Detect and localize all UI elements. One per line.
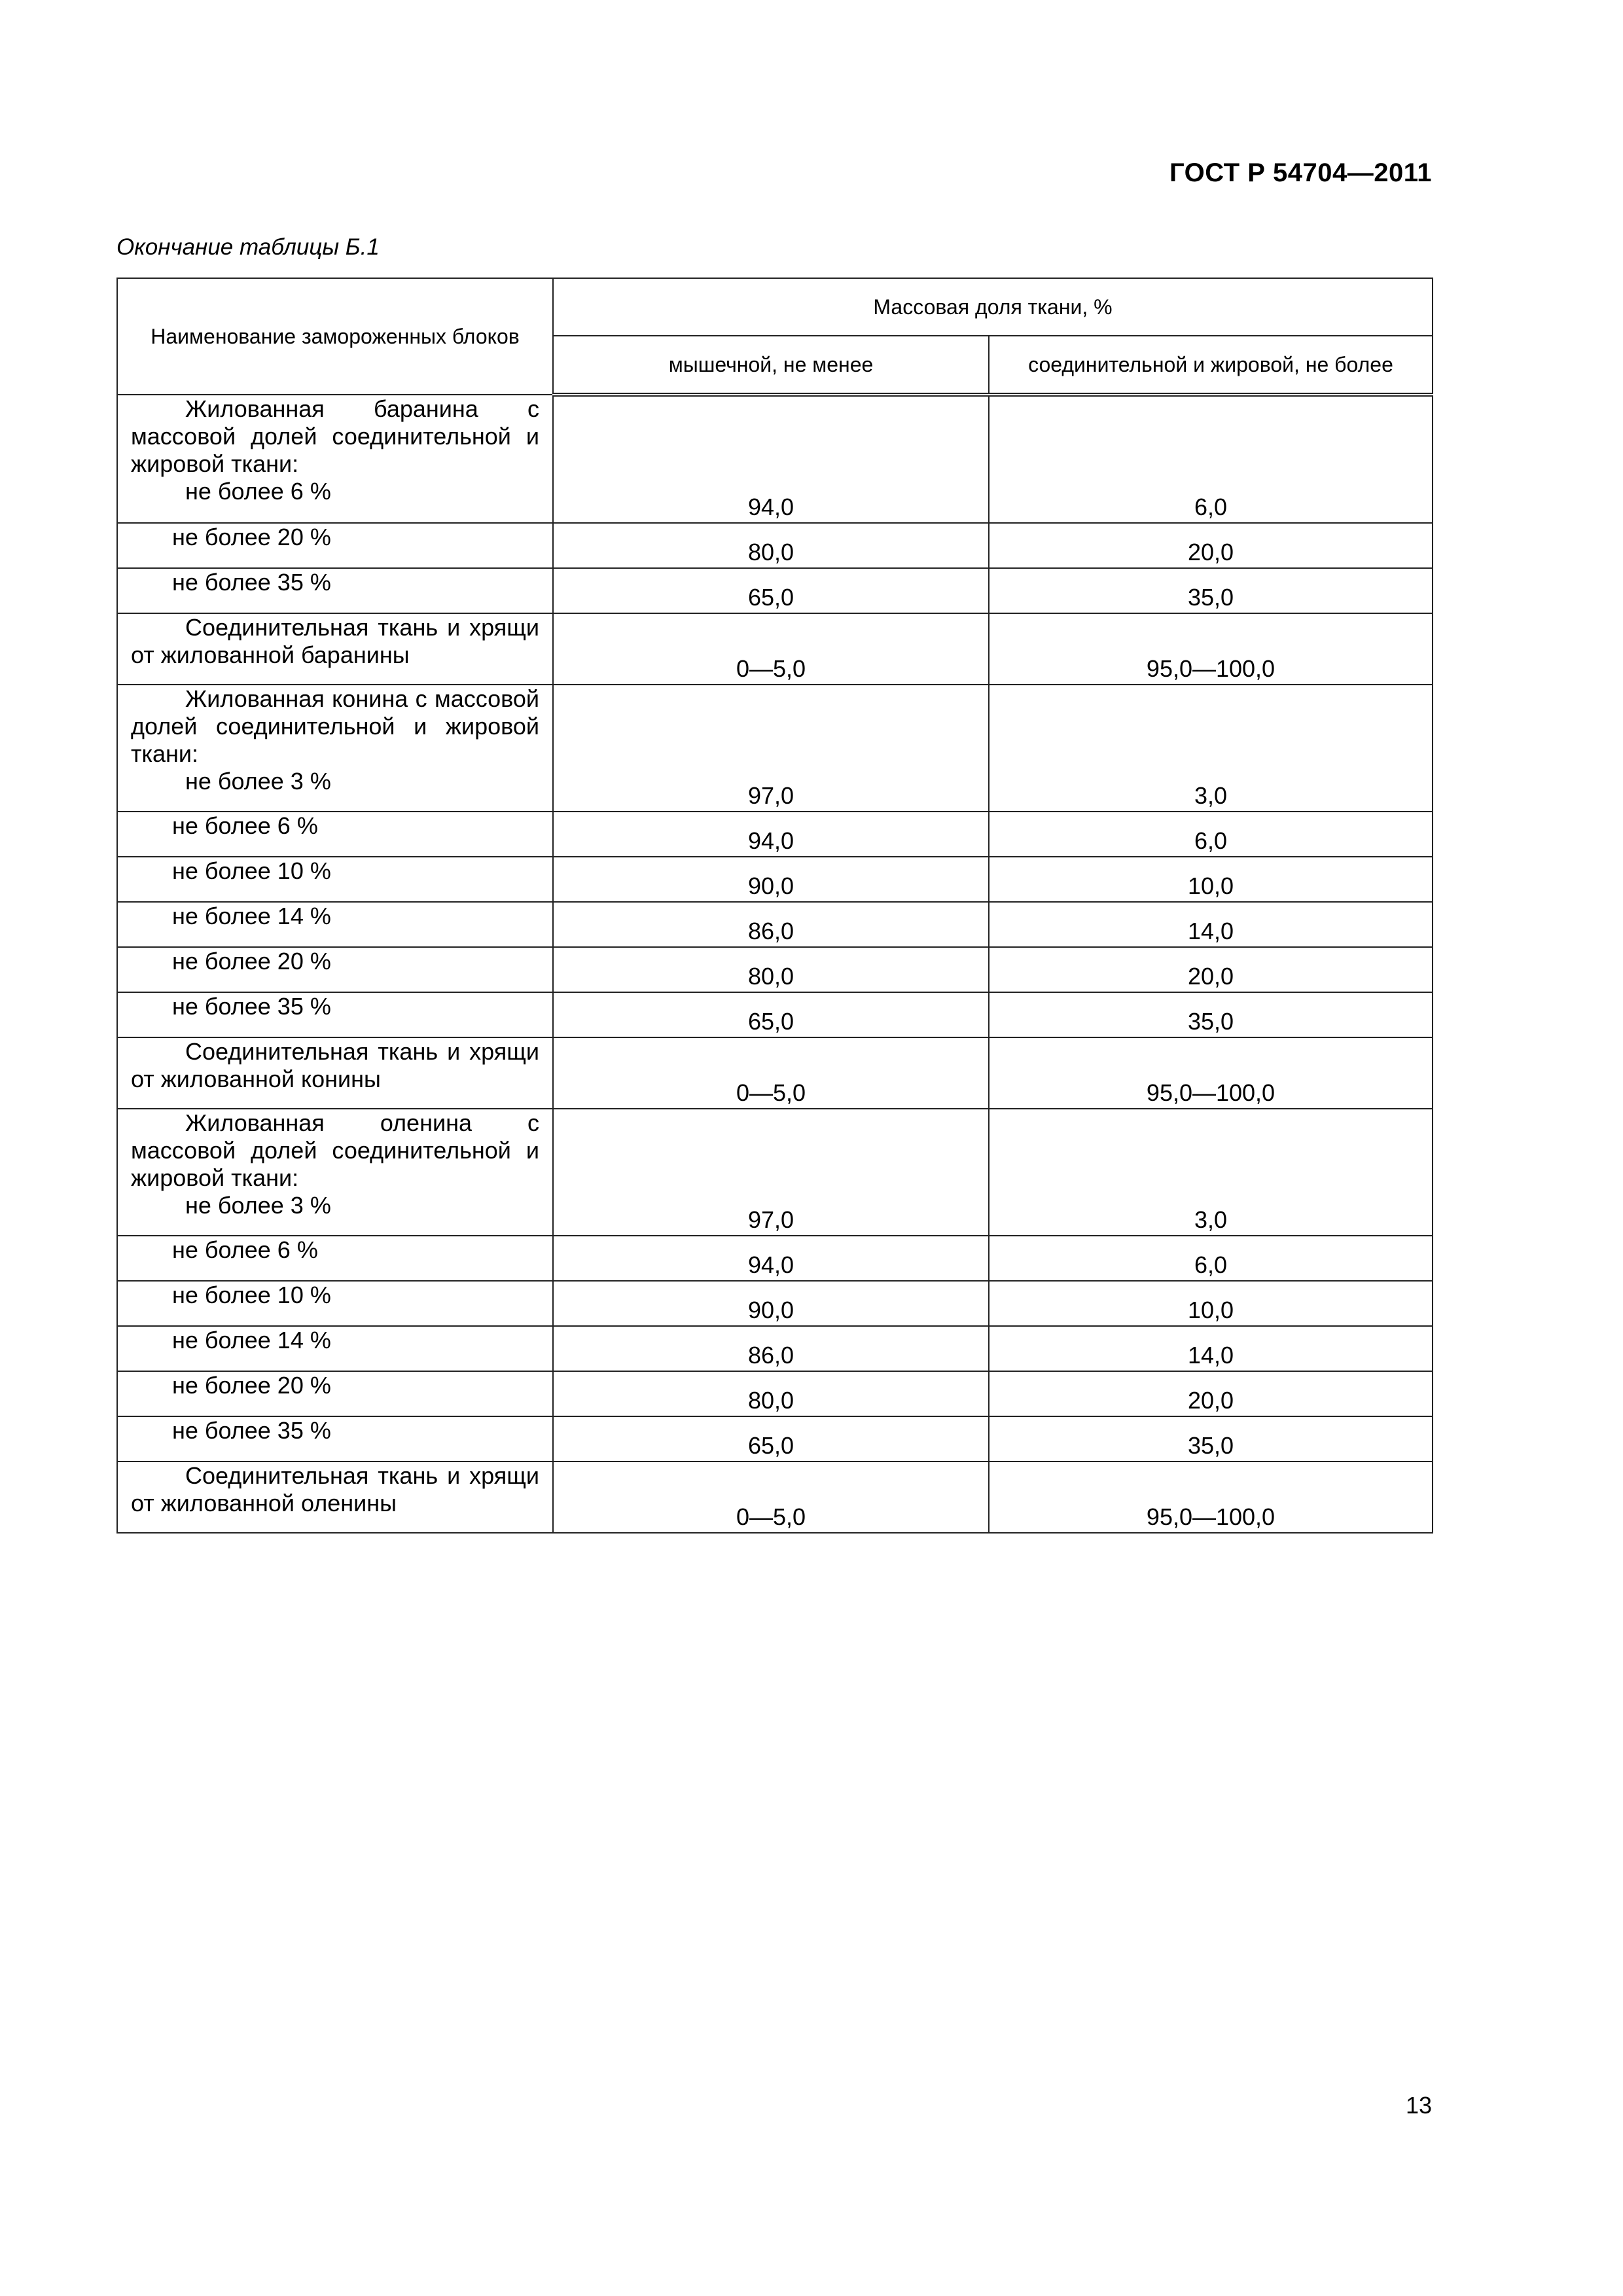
table-row — [117, 568, 1433, 613]
fat-value: 6,0 — [989, 1236, 1433, 1281]
fat-value: 20,0 — [989, 1371, 1433, 1416]
row-label: не более 20 % — [117, 947, 553, 992]
fat-value: 35,0 — [989, 568, 1433, 613]
muscle-value: 65,0 — [553, 1416, 989, 1462]
fat-value: 35,0 — [989, 1416, 1433, 1462]
fat-value: 14,0 — [989, 1326, 1433, 1371]
table-row — [117, 992, 1433, 1037]
fat-value: 20,0 — [989, 523, 1433, 568]
muscle-value: 80,0 — [553, 523, 989, 568]
row-label: не более 6 % — [117, 1236, 553, 1281]
fat-value: 20,0 — [989, 947, 1433, 992]
fat-value: 95,0—100,0 — [989, 1462, 1433, 1533]
fat-value: 10,0 — [989, 857, 1433, 902]
column-group-header: Массовая доля ткани, % — [553, 278, 1433, 336]
group-lamb — [117, 395, 1433, 685]
row-label: не более 3 % — [185, 768, 331, 795]
row-label: не более 6 % — [185, 478, 331, 505]
muscle-value: 80,0 — [553, 947, 989, 992]
table-row — [117, 1236, 1433, 1281]
table-row — [117, 1371, 1433, 1416]
column-header-fat: соединительной и жировой, не более — [989, 336, 1433, 395]
row-label: не более 35 % — [117, 568, 553, 613]
column-header-muscle: мышечной, не менее — [553, 336, 989, 395]
row-label: не более 3 % — [185, 1192, 331, 1219]
fat-value: 95,0—100,0 — [989, 1037, 1433, 1109]
muscle-value: 94,0 — [553, 1236, 989, 1281]
table-row — [117, 1109, 1433, 1236]
group-title: Жилованная оленина с массовой долей соединительной и жировой ткани: — [131, 1109, 539, 1191]
row-label: не более 20 % — [117, 1371, 553, 1416]
row-name — [117, 685, 553, 812]
table-caption: Окончание таблицы Б.1 — [116, 234, 380, 260]
row-label: не более 10 % — [117, 1281, 553, 1326]
group-title: Жилованная баранина с массовой долей соединительной и жировой ткани: — [131, 395, 539, 477]
muscle-value: 0—5,0 — [553, 1037, 989, 1109]
row-label: не более 35 % — [117, 1416, 553, 1462]
muscle-value: 0—5,0 — [553, 1462, 989, 1533]
muscle-value: 0—5,0 — [553, 613, 989, 685]
muscle-value: 86,0 — [553, 1326, 989, 1371]
tissue-label: Соединительная ткань и хрящи от жилованной оленины — [117, 1462, 553, 1533]
table-row — [117, 902, 1433, 947]
table-row — [117, 1281, 1433, 1326]
table-row — [117, 613, 1433, 685]
table-row — [117, 1462, 1433, 1533]
page-number: 13 — [1405, 2092, 1432, 2119]
muscle-value: 94,0 — [553, 812, 989, 857]
fat-value: 6,0 — [989, 395, 1433, 523]
fat-value: 6,0 — [989, 812, 1433, 857]
group-horse — [117, 685, 1433, 1109]
composition-table — [116, 278, 1433, 1534]
fat-value: 14,0 — [989, 902, 1433, 947]
muscle-value: 90,0 — [553, 857, 989, 902]
table-row — [117, 523, 1433, 568]
tissue-label: Соединительная ткань и хрящи от жилованной конины — [117, 1037, 553, 1109]
muscle-value: 94,0 — [553, 395, 989, 523]
table-row — [117, 1326, 1433, 1371]
fat-value: 35,0 — [989, 992, 1433, 1037]
row-name — [117, 1109, 553, 1236]
row-label: не более 10 % — [117, 857, 553, 902]
row-label: не более 14 % — [117, 1326, 553, 1371]
table-row — [117, 685, 1433, 812]
table-row — [117, 1416, 1433, 1462]
group-venison — [117, 1109, 1433, 1533]
row-name — [117, 395, 553, 523]
muscle-value: 80,0 — [553, 1371, 989, 1416]
fat-value: 10,0 — [989, 1281, 1433, 1326]
document-code: ГОСТ Р 54704—2011 — [1169, 158, 1432, 187]
row-label: не более 6 % — [117, 812, 553, 857]
muscle-value: 86,0 — [553, 902, 989, 947]
fat-value: 3,0 — [989, 1109, 1433, 1236]
tissue-label: Соединительная ткань и хрящи от жилованной баранины — [117, 613, 553, 685]
column-header-name: Наименование замороженных блоков — [117, 278, 553, 395]
row-label: не более 20 % — [117, 523, 553, 568]
group-title: Жилованная конина с массовой долей соединительной и жировой ткани: — [131, 685, 539, 767]
row-label: не более 14 % — [117, 902, 553, 947]
fat-value: 95,0—100,0 — [989, 613, 1433, 685]
table-row — [117, 1037, 1433, 1109]
fat-value: 3,0 — [989, 685, 1433, 812]
muscle-value: 97,0 — [553, 685, 989, 812]
muscle-value: 90,0 — [553, 1281, 989, 1326]
row-label: не более 35 % — [117, 992, 553, 1037]
table-row — [117, 857, 1433, 902]
table-row — [117, 812, 1433, 857]
muscle-value: 97,0 — [553, 1109, 989, 1236]
table-row — [117, 947, 1433, 992]
table-row — [117, 395, 1433, 523]
muscle-value: 65,0 — [553, 992, 989, 1037]
muscle-value: 65,0 — [553, 568, 989, 613]
